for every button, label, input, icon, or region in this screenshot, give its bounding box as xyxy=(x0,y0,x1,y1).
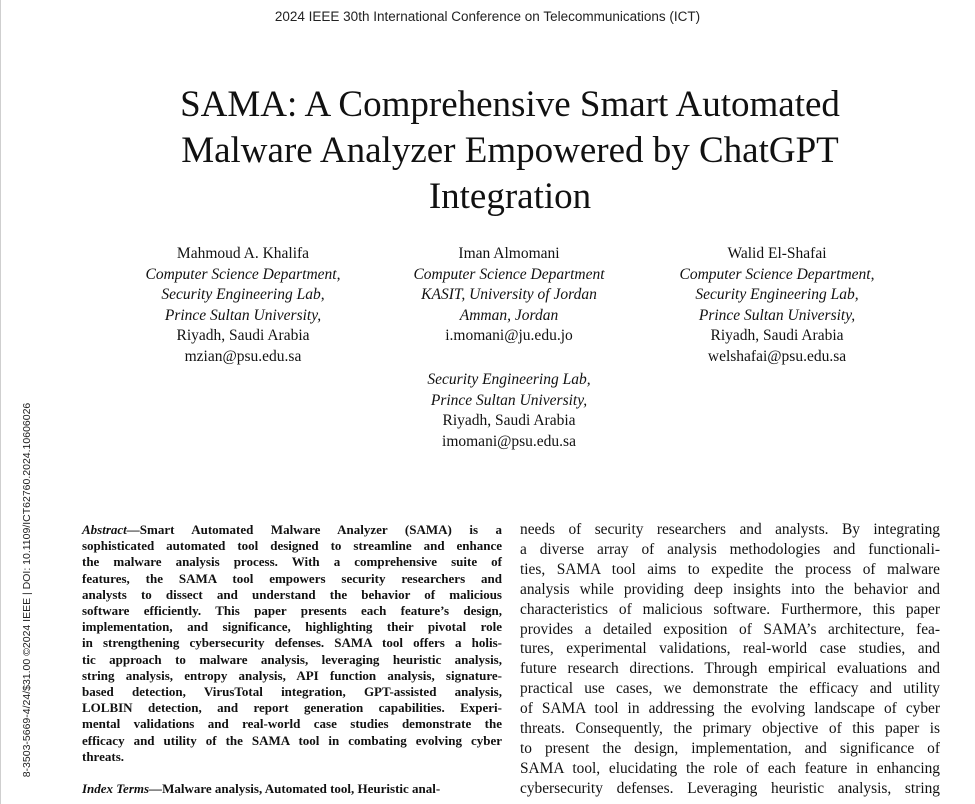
abstract-line: in strengthening cybersecurity defenses. SAMA tool offers a holis- xyxy=(82,635,502,651)
abstract-line: tic approach to malware analysis, leveraging heuristic analysis, xyxy=(82,651,502,667)
author-affiliation: Computer Science Department, xyxy=(145,265,341,283)
abstract-line: efficacy and utility of the SAMA tool in combating evolving cyber xyxy=(82,732,502,748)
author-second-affiliation-almomani xyxy=(378,370,640,452)
abstract-lead: Abstract— xyxy=(82,522,140,537)
abstract xyxy=(82,522,502,765)
abstract-line: threats. xyxy=(82,748,125,764)
author-name: Mahmoud A. Khalifa xyxy=(176,245,310,262)
title-line: Integration xyxy=(428,176,592,217)
author-affiliation: Prince Sultan University, xyxy=(698,306,856,324)
index-terms-text: Malware analysis, Automated tool, Heuristic anal- xyxy=(162,781,441,796)
abstract-line: implementation, and significance, highlighting their pivotal role xyxy=(82,619,502,635)
index-terms-lead: Index Terms— xyxy=(82,781,163,796)
abstract-line: the malware analysis process. With a comprehensive suite of xyxy=(82,554,502,570)
abstract-line: based detection, VirusTotal integration, GPT-assisted analysis, xyxy=(82,684,502,700)
author-block-almomani xyxy=(378,244,640,347)
author-location: Riyadh, Saudi Arabia xyxy=(442,412,576,429)
author-affiliation: Security Engineering Lab, xyxy=(161,286,325,303)
author-email: i.momani@ju.edu.jo xyxy=(445,327,573,344)
abstract-line: LOLBIN detection, and report generation capabilities. Experi- xyxy=(82,700,502,716)
author-affiliation: KASIT, University of Jordan xyxy=(421,286,597,303)
index-terms xyxy=(82,781,502,797)
body-line: to present the design, implementation, and significance of xyxy=(520,739,940,757)
title-line: SAMA: A Comprehensive Smart Automated xyxy=(180,84,840,125)
author-email: mzian@psu.edu.sa xyxy=(184,347,302,365)
side-doi-note: 8-3503-5669-4/24/$31.00 ©2024 IEEE | DOI: 10.1109/ICT62760.2024.10606026 xyxy=(21,402,33,778)
body-line: future research directions. Through empirical evaluations and xyxy=(520,660,940,678)
author-affiliation: Amman, Jordan xyxy=(459,306,559,324)
author-affiliation: Computer Science Department xyxy=(413,265,605,283)
author-affiliation: Security Engineering Lab, xyxy=(695,286,859,303)
author-email: imomani@psu.edu.sa xyxy=(442,432,576,450)
page-left-edge-rule xyxy=(0,0,1,804)
abstract-line: analysts to dissect and understand the behavior of malicious xyxy=(82,586,502,602)
body-line: needs of security researchers and analysts. By integrating xyxy=(520,521,940,538)
author-email: welshafai@psu.edu.sa xyxy=(707,347,847,365)
body-line: cybersecurity defenses. Leveraging heuristic analysis, string xyxy=(520,779,940,797)
title-line: Malware Analyzer Empowered by ChatGPT xyxy=(181,130,839,171)
body-line: a diverse array of analysis methodologies and functionali- xyxy=(520,540,940,558)
body-line: tures, experimental validations, real-world case studies, and xyxy=(520,640,940,658)
author-name: Walid El-Shafai xyxy=(727,245,827,262)
body-line: ties, SAMA tool aims to expedite the process of malware xyxy=(520,560,940,578)
author-affiliation: Prince Sultan University, xyxy=(430,391,588,409)
abstract-line: string analysis, entropy analysis, API function analysis, signature- xyxy=(82,667,502,683)
body-line: of SAMA tool in addressing the evolving landscape of cyber xyxy=(520,700,940,718)
abstract-line xyxy=(82,522,502,538)
author-affiliation: Computer Science Department, xyxy=(679,265,875,283)
author-affiliation: Prince Sultan University, xyxy=(164,306,322,324)
author-location: Riyadh, Saudi Arabia xyxy=(176,327,310,344)
abstract-first-line: Smart Automated Malware Analyzer (SAMA) is a xyxy=(139,522,502,537)
intro-right-column xyxy=(520,520,940,799)
author-block-el-shafai xyxy=(646,244,908,367)
conference-header: 2024 IEEE 30th International Conference on Telecommunications (ICT) xyxy=(274,9,701,24)
abstract-line: features, the SAMA tool empowers security researchers and xyxy=(82,570,502,586)
abstract-line: sophisticated automated tool designed to streamline and enhance xyxy=(82,538,502,554)
author-block-khalifa xyxy=(112,244,374,367)
abstract-line: mental validations and real-world case studies demonstrate the xyxy=(82,716,502,732)
author-name: Iman Almomani xyxy=(458,245,560,262)
body-line: threats. Consequently, the primary objective of this paper is xyxy=(520,720,940,738)
body-line: characteristics of malicious software. Furthermore, this paper xyxy=(520,600,940,618)
body-line: practical use cases, we demonstrate the efficacy and utility xyxy=(520,680,940,698)
body-line: analysis while providing deep insights into the behavior and xyxy=(520,580,940,598)
body-line: SAMA tool, elucidating the role of each feature in enhancing xyxy=(520,759,940,777)
body-line: provides a detailed exposition of SAMA’s architecture, fea- xyxy=(520,620,940,638)
abstract-line: software efficiently. This paper presents each feature’s design, xyxy=(82,603,502,619)
author-affiliation: Security Engineering Lab, xyxy=(427,371,591,388)
author-location: Riyadh, Saudi Arabia xyxy=(710,327,844,344)
paper-title xyxy=(60,82,960,220)
